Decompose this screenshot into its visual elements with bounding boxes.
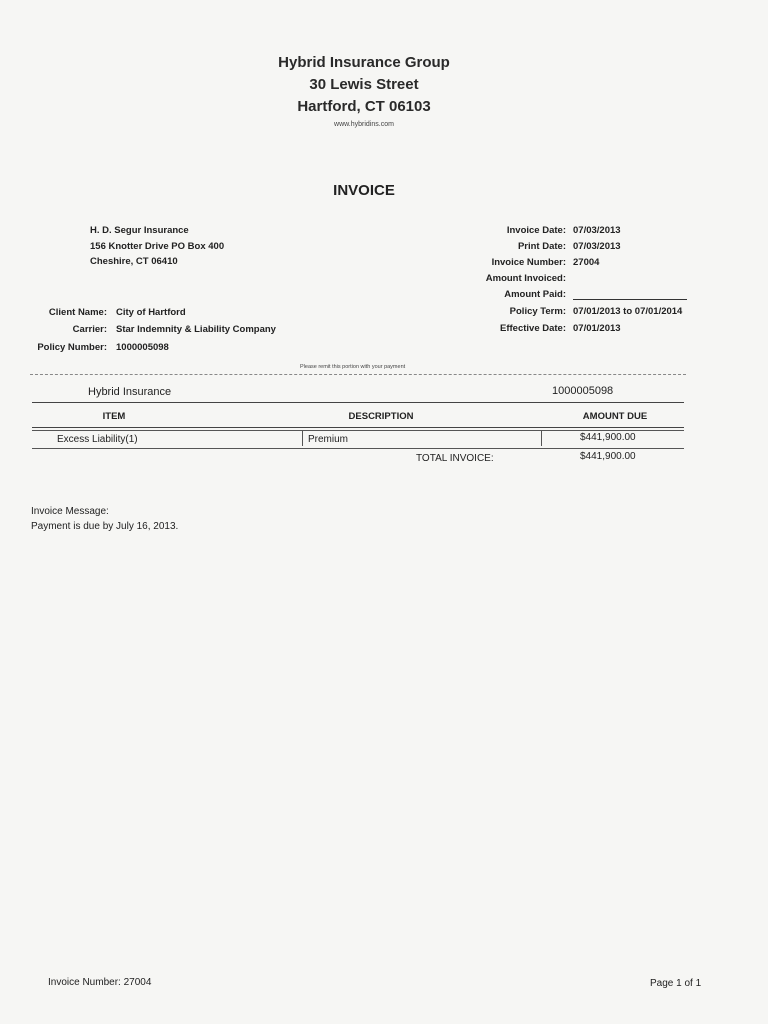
policy-term-label: Policy Term:: [509, 306, 566, 317]
table-col-divider-2: [541, 430, 542, 446]
invoice-date-label: Invoice Date:: [506, 225, 566, 236]
table-header-rule-2: [32, 430, 684, 431]
print-date-label: Print Date:: [517, 241, 566, 252]
company-street: 30 Lewis Street: [309, 76, 419, 93]
table-header-description: DESCRIPTION: [348, 411, 414, 422]
invoice-number-label: Invoice Number:: [491, 257, 566, 268]
total-invoice-label: TOTAL INVOICE:: [416, 453, 494, 464]
document-title: INVOICE: [333, 182, 395, 199]
amount-invoiced-label: Amount Invoiced:: [485, 273, 566, 284]
company-website: www.hybridins.com: [334, 121, 394, 128]
company-city: Hartford, CT 06103: [297, 98, 431, 115]
remit-payee: Hybrid Insurance: [88, 386, 172, 398]
table-header-rule: [32, 427, 684, 428]
invoice-message-text: Payment is due by July 16, 2013.: [31, 521, 179, 532]
policy-term-value: 07/01/2013 to 07/01/2014: [573, 306, 683, 317]
total-invoice-amount: $441,900.00: [580, 451, 636, 462]
invoice-message-label: Invoice Message:: [31, 506, 109, 517]
invoice-date-value: 07/03/2013: [573, 225, 621, 236]
invoice-number-value: 27004: [573, 257, 600, 268]
table-top-rule: [32, 402, 684, 403]
remit-note: Please remit this portion with your payment: [300, 364, 406, 370]
table-header-amount: AMOUNT DUE: [582, 411, 648, 422]
policy-number-label: Policy Number:: [37, 342, 107, 353]
client-name-value: City of Hartford: [116, 307, 186, 318]
agent-name: H. D. Segur Insurance: [90, 225, 189, 236]
table-cell-amount: $441,900.00: [580, 432, 636, 443]
remit-policy-number: 1000005098: [552, 385, 614, 397]
carrier-value: Star Indemnity & Liability Company: [116, 324, 276, 335]
amount-paid-label: Amount Paid:: [504, 289, 566, 300]
agent-address: [90, 223, 224, 270]
table-cell-description: Premium: [308, 434, 349, 445]
policy-number-value: 1000005098: [116, 342, 169, 353]
agent-address-line1: 156 Knotter Drive PO Box 400: [90, 240, 225, 252]
footer-page-number: Page 1 of 1: [650, 978, 702, 989]
print-date-value: 07/03/2013: [573, 241, 621, 252]
table-cell-item: Excess Liability(1): [57, 434, 138, 445]
agent-address-line2: Cheshire, CT 06410: [90, 256, 178, 267]
tear-line: [30, 374, 686, 375]
table-row-rule: [32, 448, 684, 449]
effective-date-label: Effective Date:: [500, 323, 566, 334]
client-name-label: Client Name:: [48, 307, 107, 318]
table-col-divider-1: [302, 430, 303, 446]
footer-invoice-number: Invoice Number: 27004: [48, 977, 152, 988]
amount-paid-underline: [573, 299, 687, 300]
carrier-label: Carrier:: [72, 324, 107, 335]
effective-date-value: 07/01/2013: [573, 323, 621, 334]
company-name: Hybrid Insurance Group: [278, 54, 450, 71]
table-header-item: ITEM: [102, 411, 126, 422]
